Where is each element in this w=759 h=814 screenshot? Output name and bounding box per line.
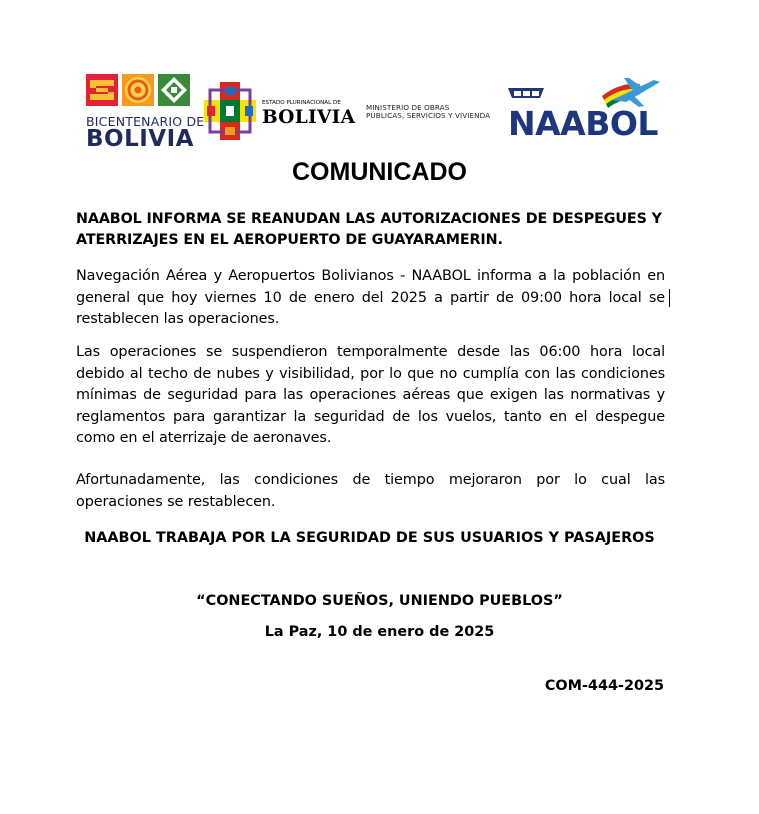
naabol-wordmark: NAABOL: [508, 104, 658, 143]
ministerio-line-2: PÚBLICAS, SERVICIOS Y VIVIENDA: [366, 111, 491, 121]
paragraph-2: Las operaciones se suspendieron temporalmente desde las 06:00 hora local debido al techo de nubes y visibilidad, por lo que no cumplía con las condiciones mínimas de seguridad para las operaciones aéreas que exigen las normativas y reglamentos para garantizar la seguridad de los vuelos, tanto en el despegue como en el aterrizaje de aeronaves.: [76, 344, 665, 446]
estado-plurinacional-logo: [202, 80, 356, 144]
logo-header: [0, 0, 759, 160]
dateline: La Paz, 10 de enero de 2025: [264, 624, 495, 640]
reference-code: COM-444-2025: [544, 678, 664, 694]
bicentenario-logo: [84, 74, 205, 152]
paragraph-3: Afortunadamente, las condiciones de tiempo mejoraron por lo cual las operaciones se restablecen.: [76, 472, 665, 510]
text-cursor: [669, 289, 670, 307]
ministerio-logo: [366, 104, 506, 126]
page-title: COMUNICADO: [292, 158, 467, 186]
paragraph-1: Navegación Aérea y Aeropuertos Bolivianos - NAABOL informa a la población en general que hoy viernes 10 de enero del 2025 a partir de 09:00 hora local se restablecen las operaciones.: [76, 268, 665, 327]
slogan: “CONECTANDO SUEÑOS, UNIENDO PUEBLOS”: [196, 593, 563, 609]
bicentenario-name: BOLIVIA: [86, 126, 194, 152]
ministerio-line-1: MINISTERIO DE OBRAS: [366, 103, 450, 112]
estado-name: BOLIVIA: [262, 107, 356, 128]
chakana-emblem-icon: [202, 80, 258, 142]
bicentenario-tagline: BICENTENARIO DE: [86, 114, 205, 129]
announcement-title: NAABOL INFORMA SE REANUDAN LAS AUTORIZACIONES DE DESPEGUES Y ATERRIZAJES EN EL AEROPUERTO DE GUAYARAMERIN.: [76, 211, 662, 248]
closing-statement: NAABOL TRABAJA POR LA SEGURIDAD DE SUS USUARIOS Y PASAJEROS: [84, 530, 655, 546]
estado-small-text: ESTADO PLURINACIONAL DE: [262, 100, 341, 106]
naabol-logo: [504, 74, 666, 144]
bicentenario-tiles-icon: [86, 74, 192, 106]
